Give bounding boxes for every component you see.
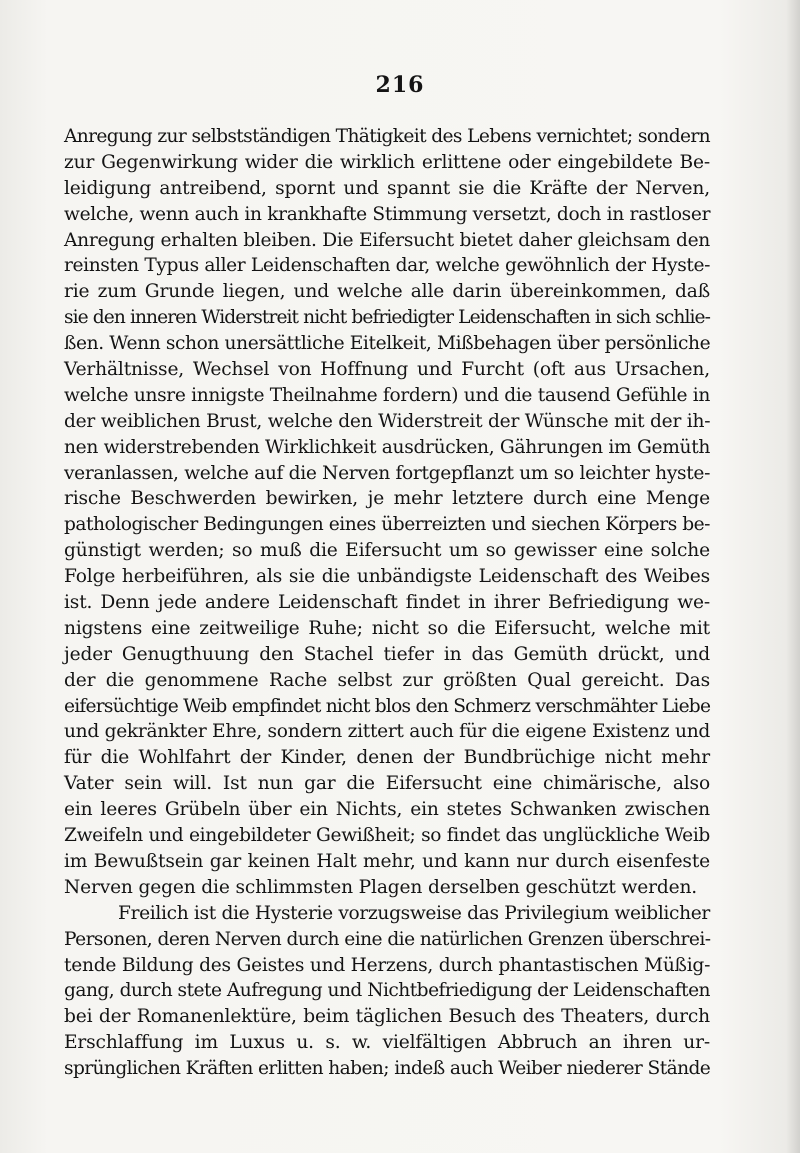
text-line: Erschlaffung im Luxus u. s. w. vielfältigen Abbruch an ihren ur-: [64, 1032, 710, 1054]
text-line: veranlassen, welche auf die Nerven fortgepflanzt um so leichter hyste-: [64, 462, 711, 484]
text-line: sprünglichen Kräften erlitten haben; indeß auch Weiber niederer Stände: [64, 1058, 711, 1080]
text-line: der weiblichen Brust, welche den Widerstreit der Wünsche mit der ih-: [64, 410, 711, 432]
text-line: günstigt werden; so muß die Eifersucht um so gewisser eine solche: [64, 540, 710, 562]
paragraph: [64, 901, 710, 1082]
text-line: leidigung antreibend, spornt und spannt sie die Kräfte der Nerven,: [64, 177, 710, 199]
body-text: [64, 124, 710, 1082]
text-line: Verhältnisse, Wechsel von Hoffnung und Furcht (oft aus Ursachen,: [64, 359, 710, 381]
text-line: reinsten Typus aller Leidenschaften dar, welche gewöhnlich der Hyste-: [64, 255, 710, 277]
text-line: rische Beschwerden bewirken, je mehr letztere durch eine Menge: [64, 488, 710, 510]
text-line: pathologischer Bedingungen eines überreizten und siechen Körpers be-: [64, 514, 710, 536]
text-line: der die genommene Rache selbst zur größten Qual gereicht. Das: [64, 669, 710, 691]
text-line: Zweifeln und eingebildeter Gewißheit; so findet das unglückliche Weib: [64, 825, 710, 847]
text-line: welche unsre innigste Theilnahme fordern) und die tausend Gefühle in: [64, 384, 710, 406]
text-line: Personen, deren Nerven durch eine die natürlichen Grenzen überschrei-: [64, 928, 711, 950]
page-edge-shadow: [786, 0, 800, 1153]
text-line: gang, durch stete Aufregung und Nichtbefriedigung der Leidenschaften: [64, 980, 711, 1002]
text-line: Nerven gegen die schlimmsten Plagen derselben geschützt werden.: [64, 876, 698, 898]
text-line: tende Bildung des Geistes und Herzens, durch phantastischen Müßig-: [64, 954, 711, 976]
text-line: ßen. Wenn schon unersättliche Eitelkeit, Mißbehagen über persönliche: [64, 333, 711, 355]
text-line: ein leeres Grübeln über ein Nichts, ein stetes Schwanken zwischen: [64, 799, 710, 821]
text-line: welche, wenn auch in krankhafte Stimmung versetzt, doch in rastloser: [64, 203, 711, 225]
text-line: sie den inneren Widerstreit nicht befriedigter Leidenschaften in sich schlie-: [64, 307, 710, 329]
text-line: Anregung erhalten bleiben. Die Eifersucht bietet daher gleichsam den: [64, 229, 710, 251]
text-line: Folge herbeiführen, als sie die unbändigste Leidenschaft des Weibes: [64, 566, 710, 588]
text-line: jeder Genugthuung den Stachel tiefer in das Gemüth drückt, und: [64, 643, 710, 665]
text-line: Freilich ist die Hysterie vorzugsweise das Privilegium weiblicher: [118, 902, 710, 924]
text-line: eifersüchtige Weib empfindet nicht blos den Schmerz verschmähter Liebe: [64, 695, 711, 717]
text-line: nigstens eine zeitweilige Ruhe; nicht so die Eifersucht, welche mit: [64, 617, 710, 639]
text-line: rie zum Grunde liegen, und welche alle darin übereinkommen, daß: [64, 281, 710, 303]
text-line: nen widerstrebenden Wirklichkeit ausdrücken, Gährungen im Gemüth: [64, 436, 711, 458]
text-line: zur Gegenwirkung wider die wirklich erlittene oder eingebildete Be-: [64, 151, 710, 173]
text-line: für die Wohlfahrt der Kinder, denen der Bundbrüchige nicht mehr: [64, 747, 710, 769]
text-line: Anregung zur selbstständigen Thätigkeit des Lebens vernichtet; sondern: [64, 126, 710, 147]
text-line: ist. Denn jede andere Leidenschaft findet in ihrer Befriedigung we-: [64, 592, 710, 614]
paragraph: [64, 124, 710, 901]
text-line: Vater sein will. Ist nun gar die Eifersucht eine chimärische, also: [64, 773, 710, 795]
text-line: und gekränkter Ehre, sondern zittert auch für die eigene Existenz und: [64, 721, 710, 743]
page-number: 216: [375, 72, 425, 98]
text-line: im Bewußtsein gar keinen Halt mehr, und kann nur durch eisenfeste: [64, 850, 710, 872]
text-line: bei der Romanenlektüre, beim täglichen Besuch des Theaters, durch: [64, 1006, 710, 1028]
